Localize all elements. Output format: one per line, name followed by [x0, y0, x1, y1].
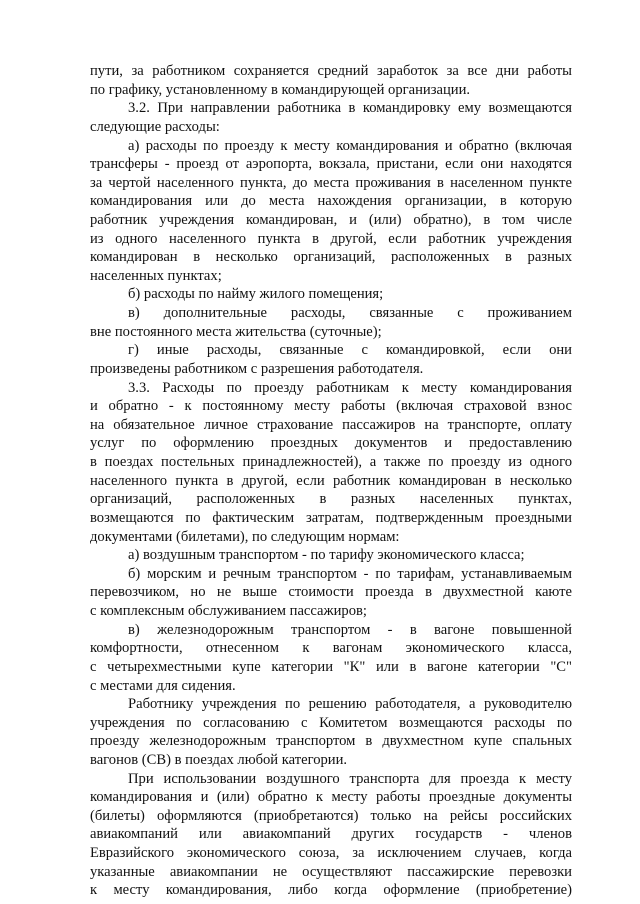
text-line: Евразийского экономического союза, за исключением случаев, когда	[90, 845, 572, 861]
text-line: в) дополнительные расходы, связанные с проживанием	[128, 305, 572, 322]
text-line: б) морским и речным транспортом - по тарифам, устанавливаемым	[128, 565, 572, 582]
text-line: указанные авиакомпании не осуществляют пассажирские перевозки	[90, 863, 572, 880]
text-line: вагонов (СВ) в поездах любой категории.	[90, 751, 348, 768]
text-line: к месту командирования, либо когда оформление (приобретение)	[90, 882, 572, 899]
text-line: вне постоянного места жительства (суточные);	[90, 323, 382, 340]
text-line: комфортности, отнесенном к вагонам экономического класса,	[90, 640, 572, 657]
text-line: в) железнодорожным транспортом - в вагоне повышенной	[128, 621, 572, 638]
text-line: перевозчиком, но не выше стоимости проезда в двухместной каюте	[90, 584, 572, 601]
text-line: работник учреждения командирован, и (или) обратно), в том числе	[90, 212, 572, 228]
text-line: следующие расходы:	[90, 118, 220, 135]
text-line: населенных пунктах;	[90, 267, 222, 284]
text-line: документами (билетами), по следующим нормам:	[90, 528, 400, 545]
text-line: услуг по оформлению проездных документов и предоставлению	[90, 435, 572, 452]
text-line: (билеты) оформляются (приобретаются) только на рейсы российских	[90, 807, 572, 824]
text-line: учреждения по согласованию с Комитетом возмещаются расходы по	[90, 714, 572, 731]
text-line: 3.2. При направлении работника в командировку ему возмещаются	[128, 100, 572, 117]
text-line: авиакомпаний или авиакомпаний других государств - членов	[90, 826, 572, 843]
text-line: проезду железнодорожным транспортом в двухместном купе спальных	[90, 733, 572, 750]
text-line: по графику, установленному в командирующей организации.	[90, 81, 471, 98]
text-line: 3.3. Расходы по проезду работникам к месту командирования	[128, 379, 572, 396]
text-line: с местами для сидения.	[90, 677, 236, 694]
text-line: а) расходы по проезду к месту командирования и обратно (включая	[128, 137, 572, 154]
text-line: пути, за работником сохраняется средний заработок за все дни работы	[90, 63, 572, 79]
text-line: и обратно - к постоянному месту работы (включая страховой взнос	[90, 398, 572, 415]
text-line: на обязательное личное страхование пассажиров на транспорте, оплату	[90, 416, 572, 433]
text-line: Работнику учреждения по решению работодателя, а руководителю	[128, 696, 572, 713]
text-line: организаций, расположенных в разных населенных пунктах,	[90, 491, 572, 508]
text-line: г) иные расходы, связанные с командировкой, если они	[128, 342, 572, 359]
text-line: трансферы - проезд от аэропорта, вокзала, пристани, если они находятся	[90, 156, 572, 173]
text-line: б) расходы по найму жилого помещения;	[128, 286, 384, 303]
text-line: населенного пункта в другой, если работник командирован в несколько	[90, 472, 572, 489]
text-line: При использовании воздушного транспорта для проезда к месту	[128, 770, 572, 787]
text-line: с комплексным обслуживанием пассажиров;	[90, 603, 367, 619]
text-line: произведены работником с разрешения работодателя.	[90, 360, 424, 377]
text-line: командирован в несколько организаций, расположенных в разных	[90, 249, 572, 266]
text-line: а) воздушным транспортом - по тарифу экономического класса;	[128, 547, 525, 564]
text-line: командирования и (или) обратно к месту работы проездные документы	[90, 789, 572, 806]
text-line: из одного населенного пункта в другой, если работник учреждения	[90, 230, 572, 247]
text-line: с четырехместными купе категории "К" или в вагоне категории "С"	[90, 658, 572, 675]
text-line: в поездах постельных принадлежностей), а также по проезду из одного	[90, 454, 572, 470]
text-line: за чертой населенного пункта, до места проживания в населенном пункте	[90, 174, 572, 191]
text-line: командирования или до места нахождения организации, в которую	[90, 193, 572, 210]
text-line: возмещаются по фактическим затратам, подтвержденным проездными	[90, 509, 572, 526]
